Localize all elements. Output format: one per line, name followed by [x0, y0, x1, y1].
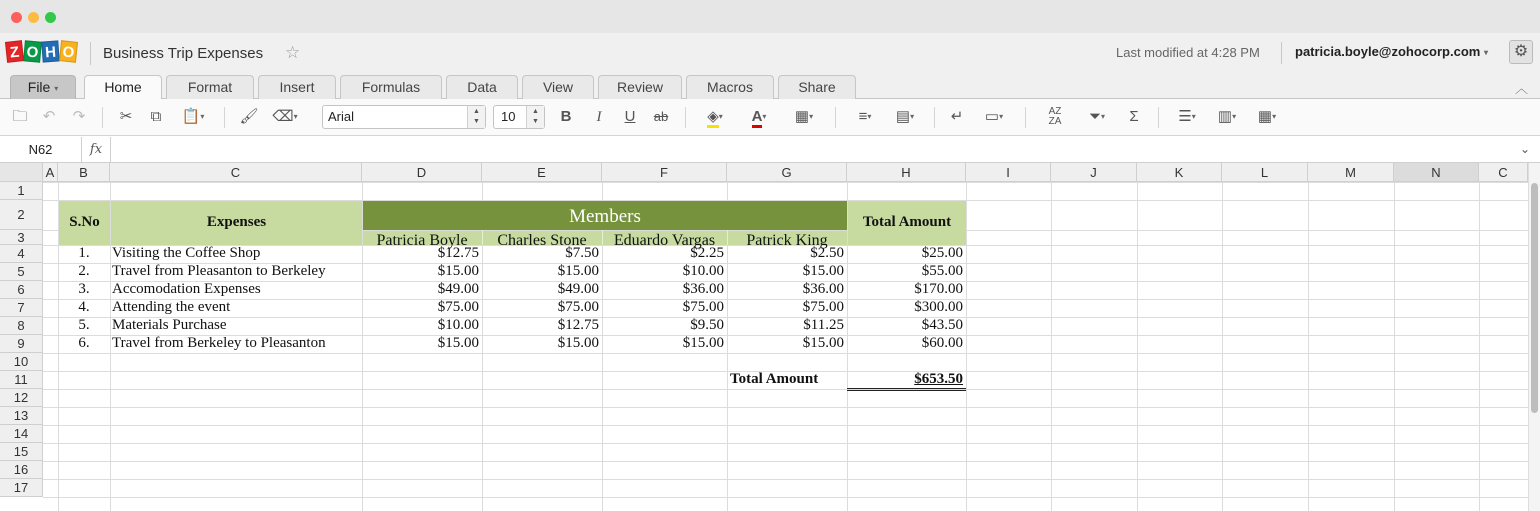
undo-icon[interactable]: ↶ — [42, 108, 56, 125]
row-total-cell[interactable]: $60.00 — [921, 335, 963, 351]
toolbar-divider — [1025, 107, 1026, 128]
tab-formulas[interactable]: Formulas — [340, 75, 442, 99]
amount-cell[interactable]: $75.00 — [682, 299, 724, 315]
grid-line — [1308, 182, 1309, 511]
row-header-10[interactable]: 10 — [0, 353, 43, 371]
chevron-down-icon: ▾ — [54, 83, 59, 93]
sno-cell[interactable]: 5. — [78, 317, 90, 333]
toolbar-divider — [102, 107, 103, 128]
tab-review[interactable]: Review — [598, 75, 682, 99]
strikethrough-button[interactable]: ab — [653, 109, 669, 124]
vertical-align-icon: ▤ — [895, 108, 911, 125]
member-name-header: Charles Stone — [497, 232, 587, 249]
file-menu-label: File — [27, 79, 51, 95]
font-size-stepper[interactable]: ▲ ▼ — [526, 106, 544, 128]
sort-button[interactable] — [1038, 107, 1072, 127]
row-header-1[interactable]: 1 — [0, 182, 43, 200]
grid-line — [43, 479, 1528, 480]
underline-button[interactable]: U — [624, 108, 636, 125]
merge-cells-icon: ▭ — [984, 108, 1000, 125]
align-button[interactable]: ≡▾ — [858, 108, 872, 125]
header-divider — [90, 42, 91, 65]
italic-button[interactable]: I — [596, 109, 602, 125]
amount-cell[interactable]: $15.00 — [557, 335, 599, 351]
amount-cell[interactable]: $75.00 — [437, 299, 479, 315]
font-color-icon: A — [752, 108, 763, 128]
row-header-16[interactable]: 16 — [0, 461, 43, 479]
format-painter-icon[interactable]: 🖌 — [239, 108, 259, 125]
logo-letter: O — [23, 40, 42, 62]
amount-cell[interactable]: $7.50 — [565, 245, 599, 261]
double-underline — [847, 390, 966, 391]
column-header-a[interactable]: A — [43, 163, 58, 182]
table-button[interactable]: ▦▾ — [1257, 108, 1277, 125]
grid-line — [43, 443, 1528, 444]
column-header-g[interactable]: G — [727, 163, 847, 182]
zoho-logo[interactable] — [6, 41, 78, 65]
scrollbar-thumb[interactable] — [1531, 183, 1538, 413]
total-amount-header: Total Amount — [862, 213, 952, 230]
row-total-cell[interactable]: $25.00 — [921, 245, 963, 261]
expenses-header: Expenses — [206, 213, 267, 230]
toolbar-divider — [934, 107, 935, 128]
cell-reference-box[interactable]: N62 — [0, 137, 82, 162]
formula-input[interactable] — [112, 137, 1512, 162]
grid-line — [43, 425, 1528, 426]
column-header-e[interactable]: E — [482, 163, 602, 182]
ribbon-tabs — [0, 73, 1540, 99]
amount-cell[interactable]: $75.00 — [557, 299, 599, 315]
column-header-l[interactable]: L — [1222, 163, 1308, 182]
column-header-b[interactable]: B — [58, 163, 110, 182]
grid-line — [966, 182, 967, 511]
logo-letter: Z — [5, 40, 24, 63]
row-header-4[interactable]: 4 — [0, 245, 43, 263]
tab-macros[interactable]: Macros — [686, 75, 774, 99]
amount-cell[interactable]: $15.00 — [682, 335, 724, 351]
redo-icon[interactable]: ↷ — [72, 108, 86, 125]
grid-line — [43, 389, 1528, 390]
row-header-7[interactable]: 7 — [0, 299, 43, 317]
borders-icon: ▦ — [794, 108, 810, 125]
grid-line — [1051, 182, 1052, 511]
row-header-2[interactable]: 2 — [0, 200, 43, 230]
minimize-window-button[interactable] — [28, 12, 39, 23]
copy-icon[interactable]: ⧉ — [150, 108, 162, 125]
row-header-9[interactable]: 9 — [0, 335, 43, 353]
vertical-scrollbar[interactable] — [1528, 163, 1540, 511]
grid-line — [43, 497, 1528, 498]
row-header-11[interactable]: 11 — [0, 371, 43, 389]
last-modified-text: Last modified at 4:28 PM — [1116, 45, 1260, 60]
grid-line — [1222, 182, 1223, 511]
document-title[interactable]: Business Trip Expenses — [103, 45, 264, 62]
header-divider — [1281, 42, 1282, 64]
sum-button[interactable]: Σ — [1129, 108, 1139, 125]
app-header — [0, 33, 1540, 73]
amount-cell[interactable]: $2.25 — [690, 245, 724, 261]
grid-line — [1394, 182, 1395, 511]
sno-cell[interactable]: 6. — [78, 335, 90, 351]
amount-cell[interactable]: $12.75 — [437, 245, 479, 261]
grand-total-label[interactable]: Total Amount — [730, 371, 819, 387]
insert-row-icon: ☰ — [1178, 108, 1192, 125]
tab-view[interactable]: View — [522, 75, 594, 99]
column-header-h[interactable]: H — [847, 163, 966, 182]
row-total-cell[interactable]: $55.00 — [921, 263, 963, 279]
clear-format-icon[interactable]: ⌫▾ — [272, 108, 298, 125]
filter-icon: ⏷ — [1088, 108, 1101, 125]
sort-icon-bottom: ZA — [1048, 116, 1062, 127]
column-header-k[interactable]: K — [1137, 163, 1222, 182]
amount-cell[interactable]: $49.00 — [557, 281, 599, 297]
paste-icon[interactable]: 📋▾ — [181, 108, 205, 125]
column-header-j[interactable]: J — [1051, 163, 1137, 182]
amount-cell[interactable]: $75.00 — [802, 299, 844, 315]
column-header-i[interactable]: I — [966, 163, 1051, 182]
column-header-m[interactable]: M — [1308, 163, 1394, 182]
expense-cell[interactable]: Materials Purchase — [112, 317, 227, 333]
row-total-cell[interactable]: $300.00 — [914, 299, 963, 315]
member-name-header: Eduardo Vargas — [613, 232, 716, 249]
amount-cell[interactable]: $36.00 — [682, 281, 724, 297]
logo-letter: H — [41, 40, 59, 62]
borders-button[interactable]: ▦▾ — [794, 108, 814, 125]
sno-cell[interactable]: 2. — [78, 263, 90, 279]
amount-cell[interactable]: $49.00 — [437, 281, 479, 297]
logo-letter: O — [59, 40, 78, 63]
vertical-align-button[interactable]: ▤▾ — [895, 108, 915, 125]
members-header: Members — [569, 206, 641, 227]
table-icon: ▦ — [1257, 108, 1273, 125]
row-header-13[interactable]: 13 — [0, 407, 43, 425]
amount-cell[interactable]: $9.50 — [690, 317, 724, 333]
row-header-17[interactable]: 17 — [0, 479, 43, 497]
chevron-up-icon[interactable]: ︿ — [1515, 81, 1529, 96]
window-titlebar — [0, 0, 1540, 33]
amount-cell[interactable]: $15.00 — [802, 335, 844, 351]
toolbar-divider — [835, 107, 836, 128]
column-header-n[interactable]: N — [1394, 163, 1479, 182]
insert-row-button[interactable]: ☰▾ — [1178, 108, 1196, 125]
column-header-f[interactable]: F — [602, 163, 727, 182]
tab-home[interactable]: Home — [84, 75, 162, 100]
font-size-select[interactable] — [493, 105, 545, 129]
formula-bar — [0, 137, 1540, 163]
expense-cell[interactable]: Visiting the Coffee Shop — [112, 245, 261, 261]
grid-line — [1479, 182, 1480, 511]
font-family-value: Arial — [328, 109, 355, 124]
font-size-value: 10 — [501, 109, 516, 124]
amount-cell[interactable]: $15.00 — [802, 263, 844, 279]
amount-cell[interactable]: $10.00 — [437, 317, 479, 333]
filter-button[interactable]: ⏷▾ — [1088, 108, 1106, 125]
user-email: patricia.boyle@zohocorp.com — [1295, 44, 1481, 59]
grand-total-value[interactable]: $653.50 — [914, 371, 963, 387]
row-header-12[interactable]: 12 — [0, 389, 43, 407]
user-caret: ▾ — [1483, 48, 1488, 58]
merge-cells-button[interactable]: ▭▾ — [984, 108, 1004, 125]
column-header-d[interactable]: D — [362, 163, 482, 182]
amount-cell[interactable]: $2.50 — [810, 245, 844, 261]
select-all-corner[interactable] — [0, 163, 43, 182]
sort-icon-top: AZ — [1048, 106, 1062, 117]
expense-cell[interactable]: Accomodation Expenses — [112, 281, 261, 297]
grid-line — [1137, 182, 1138, 511]
tab-insert[interactable]: Insert — [258, 75, 336, 99]
paint-bucket-icon: ◈ — [707, 108, 719, 128]
font-family-stepper[interactable]: ▲ ▼ — [467, 106, 485, 128]
toolbar-divider — [1158, 107, 1159, 128]
column-header-c[interactable]: C — [1479, 163, 1528, 182]
amount-cell[interactable]: $15.00 — [437, 335, 479, 351]
tab-share[interactable]: Share — [778, 75, 856, 99]
bold-button[interactable]: B — [560, 108, 572, 125]
grid-line — [43, 461, 1528, 462]
toolbar — [0, 99, 1540, 136]
toolbar-divider — [685, 107, 686, 128]
amount-cell[interactable]: $36.00 — [802, 281, 844, 297]
grid-line — [43, 353, 1528, 354]
spreadsheet-grid[interactable] — [0, 163, 1528, 511]
toolbar-divider — [224, 107, 225, 128]
wrap-text-icon[interactable]: ↵ — [950, 108, 964, 125]
row-header-6[interactable]: 6 — [0, 281, 43, 299]
member-name-header: Patricia Boyle — [376, 232, 468, 249]
row-header-14[interactable]: 14 — [0, 425, 43, 443]
double-underline — [847, 388, 966, 389]
amount-cell[interactable]: $12.75 — [557, 317, 599, 333]
align-left-icon: ≡ — [858, 108, 868, 125]
row-total-cell[interactable]: $43.50 — [921, 317, 963, 333]
amount-cell[interactable]: $15.00 — [437, 263, 479, 279]
fx-icon[interactable]: fx — [82, 137, 111, 162]
row-header-3[interactable]: 3 — [0, 230, 43, 245]
expense-cell[interactable]: Travel from Berkeley to Pleasanton — [112, 335, 326, 351]
font-color-button[interactable]: A▾ — [741, 107, 777, 127]
user-menu[interactable] — [1295, 44, 1488, 59]
file-menu-button[interactable] — [10, 75, 76, 99]
sno-cell[interactable]: 4. — [78, 299, 90, 315]
row-header-15[interactable]: 15 — [0, 443, 43, 461]
gear-icon[interactable]: ⚙ — [1509, 40, 1533, 64]
font-family-select[interactable] — [322, 105, 486, 129]
expand-formula-icon[interactable]: ⌄ — [1520, 142, 1531, 156]
cut-icon[interactable]: ✂ — [119, 108, 133, 125]
tab-format[interactable]: Format — [166, 75, 254, 99]
row-total-cell[interactable]: $170.00 — [914, 281, 963, 297]
sno-cell[interactable]: 1. — [78, 245, 90, 261]
amount-cell[interactable]: $11.25 — [803, 317, 844, 333]
open-folder-icon[interactable]: 🗀 — [12, 108, 28, 125]
tab-data[interactable]: Data — [446, 75, 518, 99]
row-header-8[interactable]: 8 — [0, 317, 43, 335]
insert-column-button[interactable]: ▥▾ — [1217, 108, 1237, 125]
expense-cell[interactable]: Travel from Pleasanton to Berkeley — [112, 263, 326, 279]
insert-column-icon: ▥ — [1217, 108, 1233, 125]
grid-line — [43, 407, 1528, 408]
member-name-header: Patrick King — [746, 232, 828, 249]
fill-color-button[interactable]: ◈▾ — [697, 107, 733, 127]
close-window-button[interactable] — [11, 12, 22, 23]
star-icon[interactable]: ☆ — [285, 43, 301, 62]
amount-cell[interactable]: $10.00 — [682, 263, 724, 279]
grid-line — [43, 182, 1528, 183]
row-header-5[interactable]: 5 — [0, 263, 43, 281]
column-header-c[interactable]: C — [110, 163, 362, 182]
sno-header: S.No — [69, 213, 100, 230]
sno-cell[interactable]: 3. — [78, 281, 90, 297]
zoom-window-button[interactable] — [45, 12, 56, 23]
amount-cell[interactable]: $15.00 — [557, 263, 599, 279]
expense-cell[interactable]: Attending the event — [112, 299, 231, 315]
